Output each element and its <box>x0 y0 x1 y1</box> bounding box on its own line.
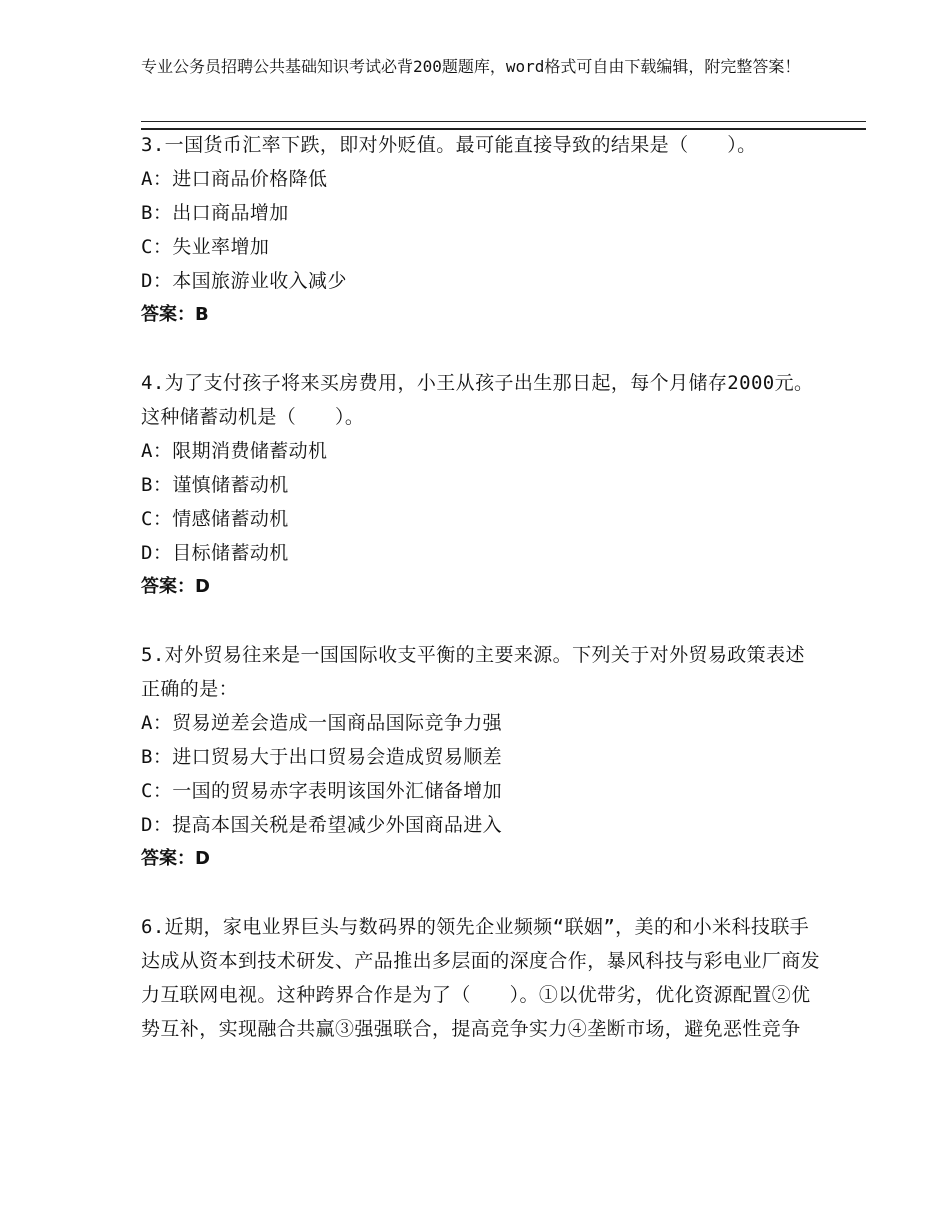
option-b: B：出口商品增加 <box>141 202 289 224</box>
option-d: D：目标储蓄动机 <box>141 542 289 564</box>
option-a: A：限期消费储蓄动机 <box>141 440 328 462</box>
option-a: A：贸易逆差会造成一国商品国际竞争力强 <box>141 712 503 734</box>
option-d: D：提高本国关税是希望减少外国商品进入 <box>141 814 503 836</box>
option-d: D：本国旅游业收入减少 <box>141 270 347 292</box>
document-header <box>141 55 841 79</box>
option-c: C：一国的贸易赤字表明该国外汇储备增加 <box>141 780 503 802</box>
option-b: B：进口贸易大于出口贸易会造成贸易顺差 <box>141 746 503 768</box>
question-stem: 3.一国货币汇率下跌，即对外贬值。最可能直接导致的结果是（ ）。 <box>141 134 757 156</box>
question-3 <box>141 128 821 332</box>
option-c: C：情感储蓄动机 <box>141 508 289 530</box>
option-c: C：失业率增加 <box>141 236 270 258</box>
answer-line: 答案：B <box>141 304 209 325</box>
answer-line: 答案：D <box>141 576 210 597</box>
question-stem: 6.近期，家电业界巨头与数码界的领先企业频频“联姻”，美的和小米科技联手达成从资本到技术研发、产品推出多层面的深度合作，暴风科技与彩电业厂商发力互联网电视。这种跨界合作是为了（ ）。①以优带劣，优化资源配置②优势互补，实现融合共赢③强强联合，提高竞争实力④垄断市场，避免恶性竞争 <box>141 916 821 1040</box>
question-6 <box>141 910 821 1046</box>
question-stem: 5.对外贸易往来是一国国际收支平衡的主要来源。下列关于对外贸易政策表述正确的是： <box>141 644 805 700</box>
question-5 <box>141 638 821 876</box>
option-b: B：谨慎储蓄动机 <box>141 474 289 496</box>
header-text: 专业公务员招聘公共基础知识考试必背200题题库，word格式可自由下载编辑，附完整答案！ <box>141 57 801 76</box>
answer-line: 答案：D <box>141 848 210 869</box>
option-a: A：进口商品价格降低 <box>141 168 328 190</box>
question-4 <box>141 366 821 604</box>
question-list <box>141 128 821 1046</box>
question-stem: 4.为了支付孩子将来买房费用，小王从孩子出生那日起，每个月储存2000元。这种储蓄动机是（ ）。 <box>141 372 814 428</box>
